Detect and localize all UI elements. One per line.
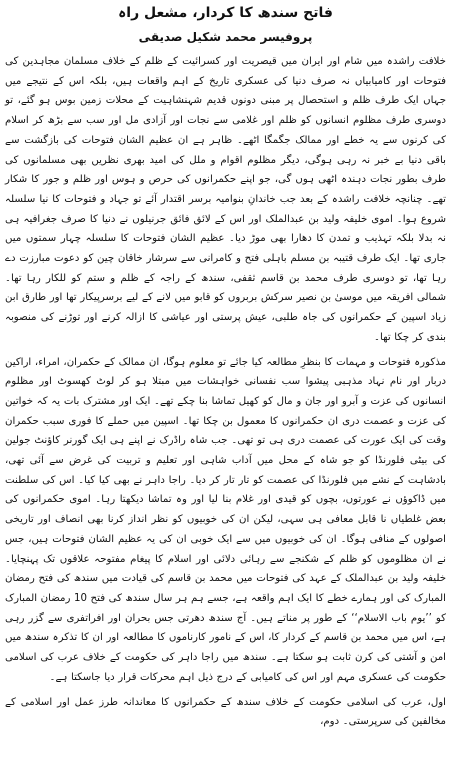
article-title: فاتح سندھ کا کردار، مشعل راہ: [118, 5, 333, 21]
article-author: پروفیسر محمد شکیل صدیقی: [138, 30, 313, 44]
article-paragraph: اول، عرب کی اسلامی حکومت کے خلاف سندھ کے حکمرانوں کا معاندانہ طرز عمل اور اسلامی کے مخالفین کی سرپرستی۔ دوم،: [5, 696, 446, 728]
article-paragraph: مذکورہ فتوحات و مہمات کا بنظرِ مطالعہ کیا جائے تو معلوم ہوگا، ان ممالک کے حکمران، امراء، اراکین دربار اور نام نہاد مذہبی پیشوا سب نفسانی خواہشات میں مبتلا ہو کر لوٹ کھسوٹ اور مظلوم انسانوں کی عزت و آبرو اور جان و مال کو کھیل تماشا بنا چکے تھے۔ ایک اور مشترک بات یہ کہ خواتین کی عزت و عصمت دری ان حکمرانوں کا معمول بن چکا تھا۔ اسپین میں حملے کا فوری سبب حکمران وقت کی ایک عورت کی عصمت دری ہی تو تھی۔ جب شاہ راڈرک نے اپنے ہی ایک گورنر کاؤنٹ جولین کی بیٹی فلورنڈا کو جو شاہ کے محل میں آداب شاہی اور تعلیم و تربیت کی غرض سے آئی تھی، بادشاہت کے نشے میں فلورنڈا کی عصمت کو تار تار کر دیا۔ راجا داہر نے بھی کیا کیا۔ اس کی سلطنت میں ڈاکوؤں نے عورتوں، بچوں کو قیدی اور غلام بنا لیا اور وہ تماشا دیکھتا رہا۔ اموی حکمرانوں کی بعض غلطیاں نا قابل معافی ہی سہی، لیکن ان کی خوبیوں کو نظر انداز کرنا بھی انصاف اور تاریخی اصولوں کے منافی ہوگا۔ ان کی خوبیوں میں سے ایک خوبی ان کی یہ عظیم الشان فتوحات ہیں، جس نے ان مظلوموں کو ظلم کے شکنجے سے رہائی دلائی اور اسلام کا پیغام مفتوحہ علاقوں تک پہنچایا۔ خلیفہ ولید بن عبدالملک کے عہد کی فتوحات میں محمد بن قاسم کی قیادت میں سندھ کی فتح رمضان المبارک کی اور ہمارے خطے کا ایک اہم واقعہ ہے، جسے ہم ہر سال سندھ کی فتح 10 رمضان المبارک کو ’’یوم باب الاسلام‘‘ کے طور پر مناتے ہیں۔ آج سندھ دھرتی جس بحران اور افراتفری سے گزر رہی ہے، اس میں محمد بن قاسم کے کردار کا، اس کے نامور کارناموں کا مطالعہ اور ان کا تذکرہ سندھ میں امن و آشتی کی کرن ثابت ہو سکتا ہے۔ سندھ میں راجا داہر کی حکومت کے خلاف عرب کی اسلامی حکومت کی عسکری مہم اور اس کی کامیابی کے درج ذیل اہم محرکات قرار دیا جاسکتا ہے۔: [5, 356, 446, 683]
article: [5, 0, 446, 760]
article-paragraph: خلافت راشدہ میں شام اور ایران میں قیصریت اور کسرائیت کے ظلم کے خلاف مسلمان مجاہدین کی فتوحات اور کامیابیاں نہ صرف دنیا کی عسکری تاریخ کے اہم واقعات ہیں، بلکہ اس کے نتیجے میں جہاں ایک طرف ظلم و استحصال پر مبنی دونوں قدیم شہنشاہیت کے محلات زمین بوس ہو گئے، تو دوسری طرف مظلوم انسانوں کو ظلم اور غلامی سے نجات اور آزادی مل اور سب سے بڑھ کر اسلام کی کرنوں سے یہ خطے اور ممالک جگمگا اٹھے۔ ظاہر ہے ان عظیم الشان فتوحات کی بازگشت سے باقی دنیا بے خبر نہ رہی ہوگی، دیگر مظلوم اقوام و ملل کی امید بھری نظریں بھی مسلمانوں کی طرف بطور نجات دہندہ اٹھی ہوں گی، جو اپنے حکمرانوں کی حرص و ہوس اور ظلم و جور کا شکار تھے۔ چنانچہ خلافت راشدہ کے بعد جب خاندانِ بنوامیہ برسر اقتدار آئے تو جہاد و فتوحات کا نیا سلسلہ شروع ہوا۔ اموی خلیفہ ولید بن عبدالملک اور اس کے لائق فائق جرنیلوں نے دنیا کا صرف جغرافیہ ہی نہ بدلا بلکہ تہذیب و تمدن کا دھارا بھی موڑ دیا۔ عظیم الشان فتوحات کا سلسلہ چہار سمتوں میں جاری تھا۔ ایک طرف قتیبہ بن مسلم باہلی فتح و کامرانی سے سرشار خاقان چین کو دعوت مبارزت دے رہا تھا، تو دوسری طرف محمد بن قاسم ثقفی، سندھ کے راجہ کے ظلم و ستم کو للکار رہا تھا۔ شمالی افریقہ میں موسیٰ بن نصیر سرکش بربروں کو قابو میں لانے کے لیے برسرپیکار تھا اور طارق ابن زیاد اسپین کے حکمرانوں کی جاہ طلبی، عیش پرستی اور عیاشی کا ازالہ کرنے اور توڑنے کی منصوبہ بندی کر چکا تھا۔: [5, 56, 446, 343]
